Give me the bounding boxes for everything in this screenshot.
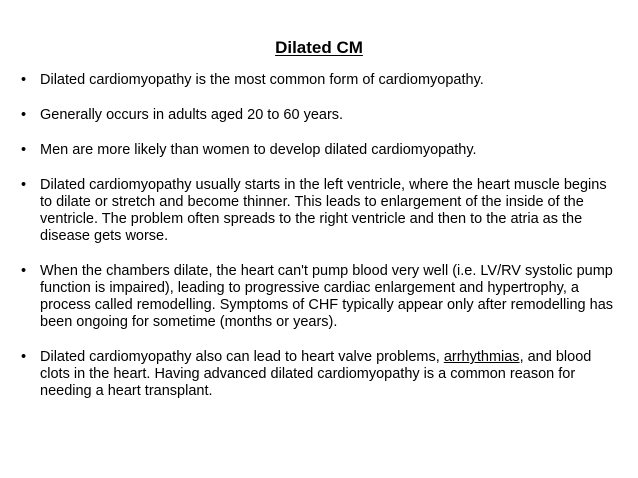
bullet-item — [18, 177, 620, 245]
bullet-dot: • — [21, 263, 27, 279]
bullet-text: Dilated cardiomyopathy is the most common form of cardiomyopathy. — [40, 72, 484, 88]
bullet-item — [18, 349, 620, 400]
bullet-dot: • — [21, 72, 27, 88]
arrhythmias-link[interactable]: arrhythmias — [443, 349, 520, 365]
bullet-dot: • — [21, 177, 27, 193]
bullet-text-after-link: , and blood clots in the heart. Having advanced dilated cardiomyopathy is a common reason for needing a heart transplant. — [40, 349, 592, 399]
bullet-text: When the chambers dilate, the heart can't pump blood very well (i.e. LV/RV systolic pump function is impaired), leading to progressive cardiac enlargement and hypertrophy, a process called remodelling. Symptoms of CHF typically appear only after remodelling has been ongoing for sometime (months or years). — [40, 263, 614, 330]
bullet-item — [18, 107, 620, 124]
bullet-dot: • — [21, 142, 27, 158]
bullet-dot: • — [21, 349, 27, 365]
bullet-item — [18, 72, 620, 89]
bullet-text: Dilated cardiomyopathy usually starts in the left ventricle, where the heart muscle begins to dilate or stretch and become thinner. This leads to enlargement of the inside of the ventricle. The problem often spreads to the right ventricle and then to the atria as the disease gets worse. — [40, 177, 607, 244]
bullet-text: Generally occurs in adults aged 20 to 60 years. — [40, 107, 344, 123]
bullet-list — [18, 72, 620, 400]
bullet-item — [18, 263, 620, 331]
slide-title: Dilated CM — [275, 38, 363, 57]
bullet-item — [18, 142, 620, 159]
bullet-text: Men are more likely than women to develop dilated cardiomyopathy. — [40, 142, 477, 158]
bullet-dot: • — [21, 107, 27, 123]
bullet-text-before-link: Dilated cardiomyopathy also can lead to heart valve problems, — [40, 349, 444, 365]
